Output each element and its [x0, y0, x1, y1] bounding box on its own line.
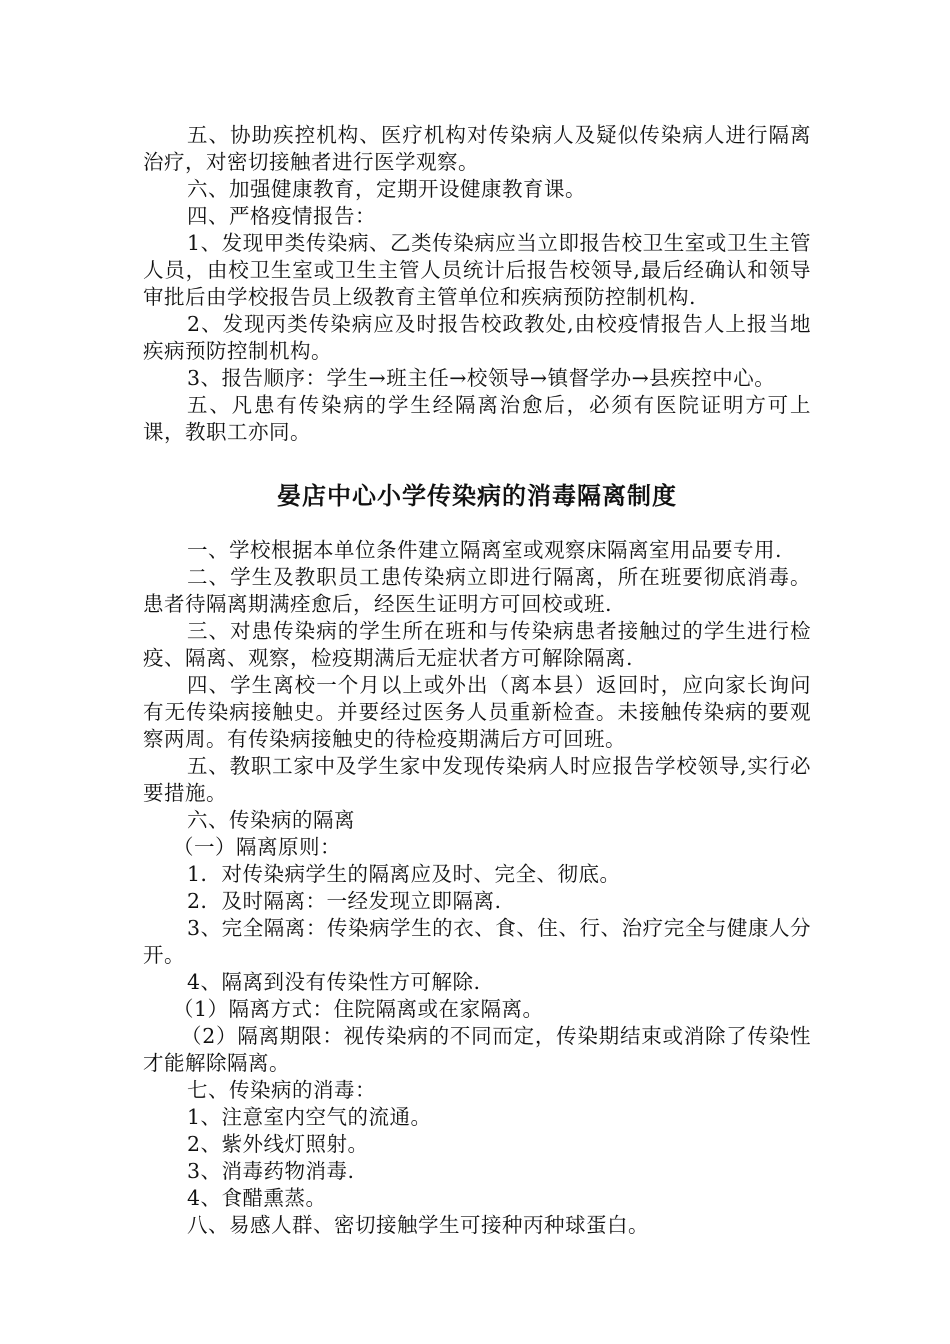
paragraph: 三、对患传染病的学生所在班和与传染病患者接触过的学生进行检疫、隔离、观察，检疫期满后无症状者方可解除隔离. — [143, 619, 811, 670]
paragraph: 四、学生离校一个月以上或外出（离本县）返回时，应向家长询问有无传染病接触史。并要经过医务人员重新检查。未接触传染病的要观察两周。有传染病接触史的待检疫期满后方可回班。 — [143, 673, 811, 751]
paragraph: 八、易感人群、密切接触学生可接种丙种球蛋白。 — [187, 1213, 649, 1237]
list-item: 1．对传染病学生的隔离应及时、完全、彻底。 — [187, 862, 621, 886]
main-section — [143, 537, 811, 1239]
list-item: 3、完全隔离：传染病学生的衣、食、住、行、治疗完全与健康人分开。 — [143, 916, 811, 967]
subsection-heading: （一）隔离原则： — [173, 835, 341, 859]
section-heading: 七、传染病的消毒： — [187, 1078, 376, 1102]
paragraph: 一、学校根据本单位条件建立隔离室或观察床隔离室用品要专用. — [187, 538, 783, 562]
list-item: 3、消毒药物消毒. — [187, 1159, 355, 1183]
list-item: 4、食醋熏蒸。 — [187, 1186, 327, 1210]
list-item: 4、隔离到没有传染性方可解除. — [187, 970, 481, 994]
paragraph: 五、凡患有传染病的学生经隔离治愈后，必须有医院证明方可上课，教职工亦同。 — [143, 393, 811, 444]
top-section — [143, 122, 811, 446]
section-heading: 四、严格疫情报告： — [187, 204, 376, 228]
paragraph: 2、发现丙类传染病应及时报告校政教处,由校疫情报告人上报当地疾病预防控制机构。 — [143, 312, 811, 363]
document-title: 晏店中心小学传染病的消毒隔离制度 — [277, 482, 677, 510]
paragraph: 五、教职工家中及学生家中发现传染病人时应报告学校领导,实行必要措施。 — [143, 754, 811, 805]
list-item: 2．及时隔离：一经发现立即隔离. — [187, 889, 502, 913]
list-item: （2）隔离期限：视传染病的不同而定，传染期结束或消除了传染性才能解除隔离。 — [143, 1024, 811, 1075]
paragraph: 1、发现甲类传染病、乙类传染病应当立即报告校卫生室或卫生主管人员，由校卫生室或卫生主管人员统计后报告校领导,最后经确认和领导审批后由学校报告员上级教育主管单位和疾病预防控制机构. — [143, 231, 811, 309]
list-item: （1）隔离方式：住院隔离或在家隔离。 — [173, 997, 544, 1021]
list-item: 1、注意室内空气的流通。 — [187, 1105, 432, 1129]
paragraph: 五、协助疾控机构、医疗机构对传染病人及疑似传染病人进行隔离治疗，对密切接触者进行医学观察。 — [143, 123, 811, 174]
paragraph: 二、学生及教职员工患传染病立即进行隔离，所在班要彻底消毒。患者待隔离期满痊愈后，经医生证明方可回校或班. — [143, 565, 811, 616]
paragraph: 3、报告顺序：学生→班主任→校领导→镇督学办→县疾控中心。 — [187, 366, 776, 390]
list-item: 2、紫外线灯照射。 — [187, 1132, 369, 1156]
paragraph: 六、加强健康教育，定期开设健康教育课。 — [187, 177, 586, 201]
section-heading: 六、传染病的隔离 — [187, 808, 355, 832]
